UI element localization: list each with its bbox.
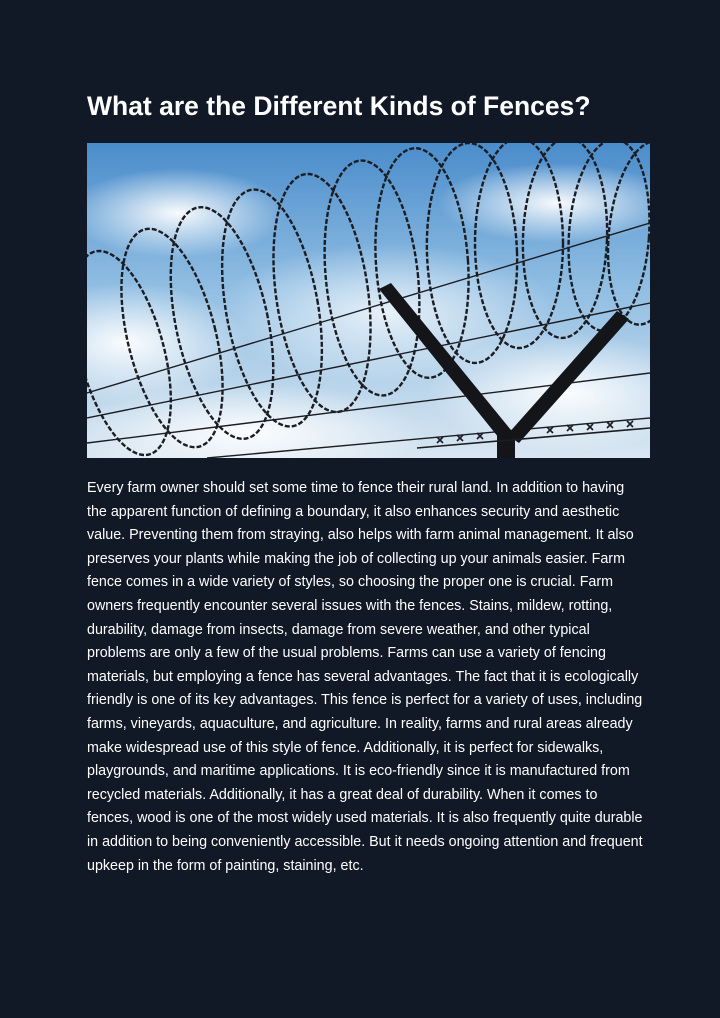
razor-wire-fence-photo [87,143,650,458]
page-title: What are the Different Kinds of Fences? [87,91,591,121]
article-body: Every farm owner should set some time to fence their rural land. In addition to having the apparent function of defining a boundary, it also enhances security and aesthetic value. Preventing them from straying, also helps with farm animal management. It also preserves your plants while making the job of collecting up your animals easier. Farm fence comes in a wide variety of styles, so choosing the proper one is crucial. Farm owners frequently encounter several issues with the fences. Stains, mildew, rotting, durability, damage from insects, damage from severe weather, and other typical problems are only a few of the usual problems. Farms can use a variety of fencing materials, but employing a fence has several advantages. The fact that it is ecologically friendly is one of its key advantages. This fence is perfect for a variety of uses, including farms, vineyards, aquaculture, and agriculture. In reality, farms and rural areas already make widespread use of this style of fence. Additionally, it is perfect for sidewalks, playgrounds, and maritime applications. It is eco-friendly since it is manufactured from recycled materials. Additionally, it has a great deal of durability. When it comes to fences, wood is one of the most widely used materials. It is also frequently quite durable in addition to being conveniently accessible. But it needs ongoing attention and frequent upkeep in the form of painting, staining, etc. [87,480,643,874]
